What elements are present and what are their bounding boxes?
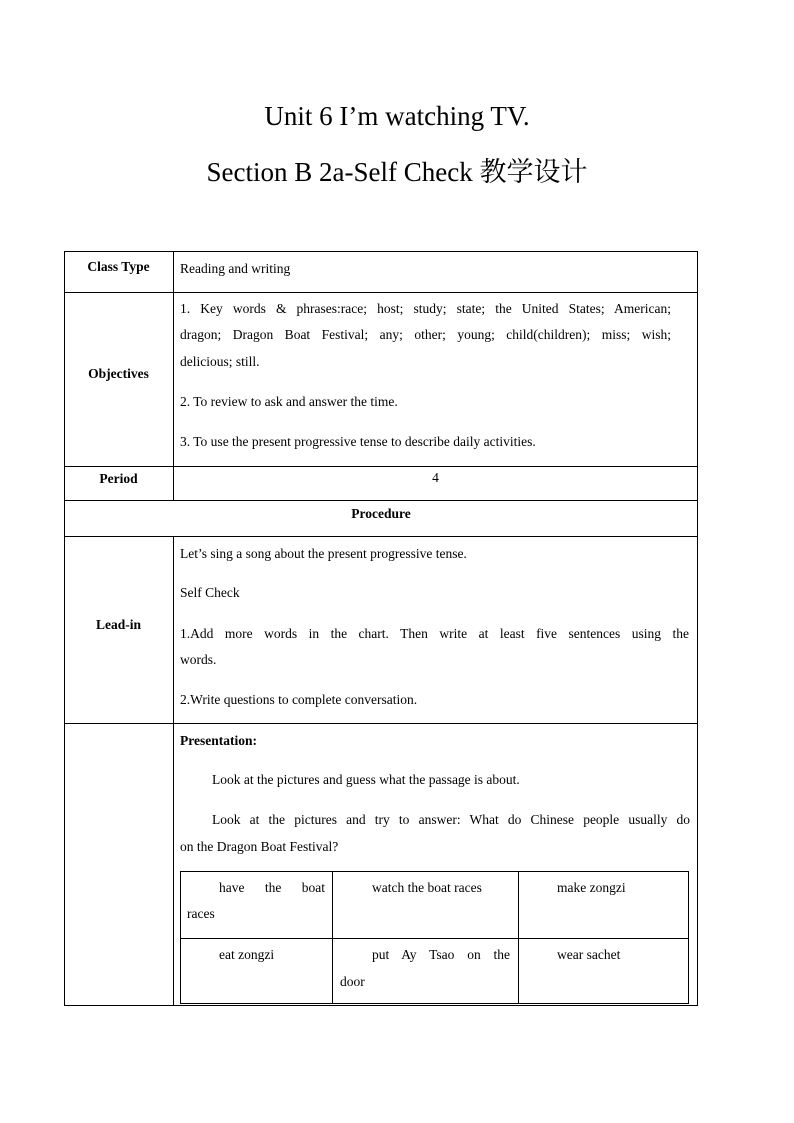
objectives-item1-line1: 1. Key words & phrases:race; host; study; state; the United States; American; — [180, 301, 671, 316]
presentation-heading: Presentation: — [180, 733, 257, 748]
activity-cell: wear sachet — [557, 947, 621, 962]
activity-cell-cont: door — [340, 974, 365, 989]
table-rule — [64, 723, 698, 724]
inner-table-rule — [180, 871, 181, 1004]
lead-in-line4: 2.Write questions to complete conversation. — [180, 692, 418, 707]
table-border-top — [64, 251, 698, 252]
lead-in-line3-cont: words. — [180, 652, 217, 667]
table-rule — [64, 536, 698, 537]
objectives-item3: 3. To use the present progressive tense to describe daily activities. — [180, 434, 536, 449]
presentation-line2: Look at the pictures and try to answer: What do Chinese people usually do — [212, 812, 690, 827]
inner-table-rule — [518, 871, 519, 1004]
activity-cell-cont: races — [187, 906, 215, 921]
lead-in-line1: Let’s sing a song about the present progressive tense. — [180, 546, 467, 561]
table-rule — [64, 292, 698, 293]
period-value: 4 — [432, 470, 439, 485]
table-column-divider — [173, 536, 174, 1006]
inner-table-rule — [688, 871, 689, 1004]
lead-in-line3: 1.Add more words in the chart. Then write at least five sentences using the — [180, 626, 689, 641]
procedure-heading: Procedure — [351, 506, 411, 521]
activity-cell: watch the boat races — [372, 880, 482, 895]
inner-table-rule — [180, 871, 689, 872]
objectives-label: Objectives — [88, 366, 149, 381]
inner-table-rule — [180, 938, 689, 939]
activity-cell: eat zongzi — [219, 947, 275, 962]
objectives-item1-line2: dragon; Dragon Boat Festival; any; other; young; child(children); miss; wish; — [180, 327, 671, 342]
document-subtitle: Section B 2a-Self Check 教学设计 — [206, 157, 588, 187]
class-type-label: Class Type — [87, 259, 150, 274]
inner-table-rule — [332, 871, 333, 1004]
lead-in-line2: Self Check — [180, 585, 240, 600]
presentation-line2-cont: on the Dragon Boat Festival? — [180, 839, 339, 854]
period-label: Period — [99, 471, 138, 486]
objectives-item2: 2. To review to ask and answer the time. — [180, 394, 398, 409]
document-title: Unit 6 I’m watching TV. — [264, 101, 530, 131]
inner-table-rule — [180, 1003, 689, 1004]
activity-cell: put Ay Tsao on the — [372, 947, 510, 962]
table-border-bottom — [64, 1005, 698, 1006]
activity-cell: have the boat — [219, 880, 325, 895]
activity-cell: make zongzi — [557, 880, 626, 895]
lead-in-label: Lead-in — [95, 617, 141, 632]
objectives-item1-line3: delicious; still. — [180, 354, 260, 369]
table-border-right — [697, 251, 698, 1006]
class-type-value: Reading and writing — [180, 261, 291, 276]
presentation-line1: Look at the pictures and guess what the passage is about. — [212, 772, 520, 787]
